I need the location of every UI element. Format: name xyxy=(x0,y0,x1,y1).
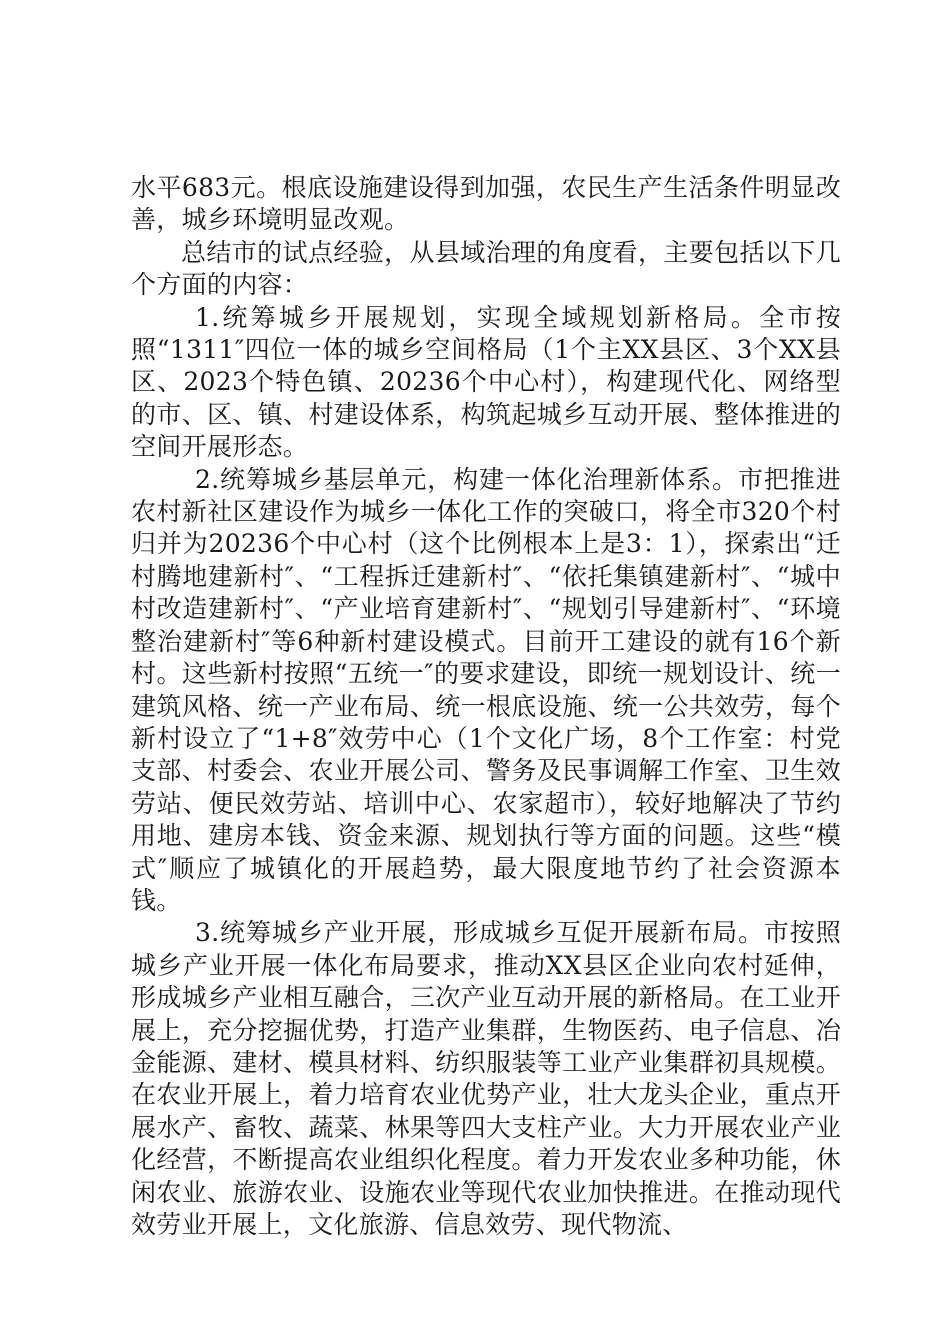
paragraph-item-1: 1.统筹城乡开展规划，实现全域规划新格局。全市按照“1311″四位一体的城乡空间格局（1个主XX县区、3个XX县区、2023个特色镇、20236个中心村），构建现代化、网络型的市、区、镇、村建设体系，构筑起城乡互动开展、整体推进的空间开展形态。 xyxy=(131,302,841,462)
paragraph-summary-intro: 总结市的试点经验，从县域治理的角度看，主要包括以下几个方面的内容： xyxy=(131,237,841,300)
paragraph-item-3: 3.统筹城乡产业开展，形成城乡互促开展新布局。市按照城乡产业开展一体化布局要求，推动XX县区企业向农村延伸，形成城乡产业相互融合，三次产业互动开展的新格局。在工业开展上，充分挖掘优势，打造产业集群，生物医药、电子信息、冶金能源、建材、模具材料、纺织服装等工业产业集群初具规模。在农业开展上，着力培育农业优势产业，壮大龙头企业，重点开展水产、畜牧、蔬菜、林果等四大支柱产业。大力开展农业产业化经营，不断提高农业组织化程度。着力开发农业多种功能，休闲农业、旅游农业、设施农业等现代农业加快推进。在推动现代效劳业开展上，文化旅游、信息效劳、现代物流、 xyxy=(131,918,841,1239)
document-body xyxy=(131,172,841,1241)
paragraph-continuation: 水平683元。根底设施建设得到加强，农民生产生活条件明显改善，城乡环境明显改观。 xyxy=(131,173,841,235)
paragraph-item-2: 2.统筹城乡基层单元，构建一体化治理新体系。市把推进农村新社区建设作为城乡一体化工作的突破口，将全市320个村归并为20236个中心村（这个比例根本上是3：1），探索出“迁村腾地建新村″、“工程拆迁建新村″、“依托集镇建新村″、“城中村改造建新村″、“产业培育建新村″、“规划引导建新村″、“环境整治建新村″等6种新村建设模式。目前开工建设的就有16个新村。这些新村按照“五统一″的要求建设，即统一规划设计、统一建筑风格、统一产业布局、统一根底设施、统一公共效劳，每个新村设立了“1+8″效劳中心（1个文化广场，8个工作室：村党支部、村委会、农业开展公司、警务及民事调解工作室、卫生效劳站、便民效劳站、培训中心、农家超市），较好地解决了节约用地、建房本钱、资金来源、规划执行等方面的问题。这些“模式″顺应了城镇化的开展趋势，最大限度地节约了社会资源本钱。 xyxy=(131,464,841,915)
